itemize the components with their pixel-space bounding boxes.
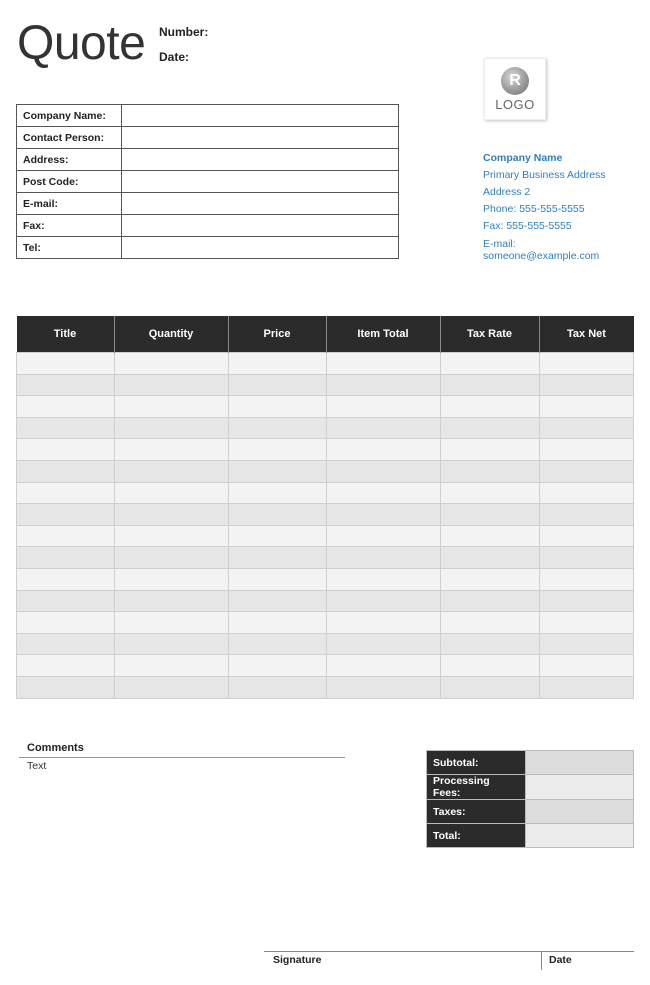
table-cell[interactable] xyxy=(326,353,440,375)
table-cell[interactable] xyxy=(440,460,539,482)
table-cell[interactable] xyxy=(326,676,440,698)
table-cell[interactable] xyxy=(114,396,228,418)
table-cell[interactable] xyxy=(114,439,228,461)
table-cell[interactable] xyxy=(17,439,115,461)
table-cell[interactable] xyxy=(539,482,634,504)
table-row xyxy=(17,417,634,439)
table-cell[interactable] xyxy=(17,655,115,677)
column-header-title: Title xyxy=(17,316,115,353)
table-cell[interactable] xyxy=(114,612,228,634)
line-items-body xyxy=(17,353,634,699)
table-row xyxy=(17,568,634,590)
contact-row-fax xyxy=(17,215,399,237)
table-cell[interactable] xyxy=(114,353,228,375)
table-cell[interactable] xyxy=(326,504,440,526)
table-cell[interactable] xyxy=(17,396,115,418)
number-label: Number: xyxy=(159,25,209,39)
totals-row-taxes xyxy=(427,800,634,824)
column-header-item-total: Item Total xyxy=(326,316,440,353)
table-cell[interactable] xyxy=(228,590,326,612)
table-row xyxy=(17,460,634,482)
totals-table xyxy=(426,750,634,848)
table-cell[interactable] xyxy=(539,547,634,569)
table-cell[interactable] xyxy=(326,374,440,396)
table-row xyxy=(17,633,634,655)
table-cell[interactable] xyxy=(326,396,440,418)
column-header-tax-net: Tax Net xyxy=(539,316,634,353)
registered-mark-icon xyxy=(501,67,529,95)
table-cell[interactable] xyxy=(440,590,539,612)
table-cell[interactable] xyxy=(114,460,228,482)
table-cell[interactable] xyxy=(440,353,539,375)
company-fax: Fax: 555-555-5555 xyxy=(483,220,572,232)
signature-divider xyxy=(541,952,542,970)
table-cell[interactable] xyxy=(326,525,440,547)
table-cell[interactable] xyxy=(17,504,115,526)
company-email-label: E-mail: xyxy=(483,238,516,250)
table-row xyxy=(17,353,634,375)
table-cell[interactable] xyxy=(326,482,440,504)
table-cell[interactable] xyxy=(228,547,326,569)
table-cell[interactable] xyxy=(440,525,539,547)
table-row xyxy=(17,547,634,569)
tel-field[interactable] xyxy=(122,237,399,259)
contact-row-post-code xyxy=(17,171,399,193)
table-cell[interactable] xyxy=(440,439,539,461)
logo-text: LOGO xyxy=(495,97,535,112)
table-cell[interactable] xyxy=(114,374,228,396)
table-cell[interactable] xyxy=(114,417,228,439)
field-label: Tel: xyxy=(17,237,122,259)
field-label: E-mail: xyxy=(17,193,122,215)
table-cell[interactable] xyxy=(114,676,228,698)
totals-row-processing-fees xyxy=(427,775,634,800)
fax-field[interactable] xyxy=(122,215,399,237)
comments-label: Comments xyxy=(27,742,84,754)
table-row xyxy=(17,396,634,418)
quote-title: Quote xyxy=(17,17,146,70)
table-cell[interactable] xyxy=(114,633,228,655)
table-cell[interactable] xyxy=(114,525,228,547)
field-label: Address: xyxy=(17,149,122,171)
field-label: Post Code: xyxy=(17,171,122,193)
contact-row-email xyxy=(17,193,399,215)
company-email: someone@example.com xyxy=(483,250,600,262)
table-cell[interactable] xyxy=(228,417,326,439)
table-row xyxy=(17,504,634,526)
comments-divider xyxy=(19,757,345,758)
table-cell[interactable] xyxy=(539,396,634,418)
company-address-2: Address 2 xyxy=(483,186,531,198)
table-cell[interactable] xyxy=(17,460,115,482)
table-cell[interactable] xyxy=(228,612,326,634)
company-phone: Phone: 555-555-5555 xyxy=(483,203,585,215)
table-cell[interactable] xyxy=(17,633,115,655)
table-cell[interactable] xyxy=(440,633,539,655)
signature-date-label: Date xyxy=(549,954,572,966)
table-cell[interactable] xyxy=(440,396,539,418)
table-cell[interactable] xyxy=(228,482,326,504)
table-cell[interactable] xyxy=(17,612,115,634)
table-cell[interactable] xyxy=(114,655,228,677)
table-cell[interactable] xyxy=(539,504,634,526)
table-row xyxy=(17,612,634,634)
table-cell[interactable] xyxy=(17,676,115,698)
logo-mark: R xyxy=(509,72,521,89)
table-cell[interactable] xyxy=(228,525,326,547)
table-cell[interactable] xyxy=(17,353,115,375)
table-cell[interactable] xyxy=(539,439,634,461)
table-cell[interactable] xyxy=(17,568,115,590)
table-cell[interactable] xyxy=(539,460,634,482)
table-cell[interactable] xyxy=(228,439,326,461)
field-label: Fax: xyxy=(17,215,122,237)
address-field[interactable] xyxy=(122,149,399,171)
contact-row-company-name xyxy=(17,105,399,127)
table-cell[interactable] xyxy=(17,525,115,547)
table-cell[interactable] xyxy=(228,396,326,418)
table-cell[interactable] xyxy=(326,547,440,569)
table-cell[interactable] xyxy=(539,590,634,612)
processing-fees-label: Processing Fees: xyxy=(427,775,526,800)
company-logo xyxy=(484,58,546,120)
table-cell[interactable] xyxy=(17,374,115,396)
total-value[interactable] xyxy=(526,824,634,848)
table-row xyxy=(17,525,634,547)
post-code-field[interactable] xyxy=(122,171,399,193)
table-cell[interactable] xyxy=(326,417,440,439)
column-header-price: Price xyxy=(228,316,326,353)
table-cell[interactable] xyxy=(228,633,326,655)
subtotal-label: Subtotal: xyxy=(427,751,526,775)
line-items-header xyxy=(17,316,634,353)
column-header-quantity: Quantity xyxy=(114,316,228,353)
table-cell[interactable] xyxy=(114,482,228,504)
table-row xyxy=(17,590,634,612)
table-cell[interactable] xyxy=(17,482,115,504)
table-cell[interactable] xyxy=(440,374,539,396)
table-cell[interactable] xyxy=(440,612,539,634)
contact-row-address xyxy=(17,149,399,171)
company-name-field[interactable] xyxy=(122,105,399,127)
table-row xyxy=(17,374,634,396)
table-cell[interactable] xyxy=(326,439,440,461)
contact-person-field[interactable] xyxy=(122,127,399,149)
comments-text[interactable]: Text xyxy=(27,760,47,772)
table-row xyxy=(17,676,634,698)
table-cell[interactable] xyxy=(17,590,115,612)
table-cell[interactable] xyxy=(326,655,440,677)
total-label: Total: xyxy=(427,824,526,848)
table-cell[interactable] xyxy=(114,504,228,526)
table-cell[interactable] xyxy=(539,525,634,547)
table-cell[interactable] xyxy=(440,504,539,526)
signature-line xyxy=(264,951,634,952)
table-cell[interactable] xyxy=(228,374,326,396)
table-cell[interactable] xyxy=(440,417,539,439)
table-cell[interactable] xyxy=(440,482,539,504)
table-cell[interactable] xyxy=(17,417,115,439)
table-cell[interactable] xyxy=(326,568,440,590)
table-row xyxy=(17,439,634,461)
table-cell[interactable] xyxy=(539,353,634,375)
contact-details-table xyxy=(16,104,399,259)
email-field[interactable] xyxy=(122,193,399,215)
table-cell[interactable] xyxy=(114,590,228,612)
contact-row-contact-person xyxy=(17,127,399,149)
company-address-1: Primary Business Address xyxy=(483,169,606,181)
table-cell[interactable] xyxy=(326,590,440,612)
subtotal-value[interactable] xyxy=(526,751,634,775)
table-cell[interactable] xyxy=(539,612,634,634)
table-cell[interactable] xyxy=(228,504,326,526)
table-row xyxy=(17,655,634,677)
table-row xyxy=(17,482,634,504)
table-cell[interactable] xyxy=(539,374,634,396)
field-label: Contact Person: xyxy=(17,127,122,149)
table-cell[interactable] xyxy=(228,460,326,482)
table-cell[interactable] xyxy=(228,655,326,677)
table-cell[interactable] xyxy=(326,633,440,655)
table-cell[interactable] xyxy=(114,547,228,569)
table-cell[interactable] xyxy=(539,417,634,439)
line-items-table xyxy=(16,316,634,699)
table-cell[interactable] xyxy=(228,353,326,375)
table-cell[interactable] xyxy=(539,676,634,698)
table-cell[interactable] xyxy=(539,655,634,677)
table-cell[interactable] xyxy=(114,568,228,590)
field-label: Company Name: xyxy=(17,105,122,127)
date-label: Date: xyxy=(159,50,190,64)
company-info xyxy=(483,150,643,262)
column-header-tax-rate: Tax Rate xyxy=(440,316,539,353)
table-cell[interactable] xyxy=(440,568,539,590)
totals-row-total xyxy=(427,824,634,848)
table-cell[interactable] xyxy=(17,547,115,569)
company-name: Company Name xyxy=(483,152,563,164)
table-cell[interactable] xyxy=(228,676,326,698)
table-cell[interactable] xyxy=(326,460,440,482)
taxes-label: Taxes: xyxy=(427,800,526,824)
table-cell[interactable] xyxy=(440,655,539,677)
table-cell[interactable] xyxy=(440,676,539,698)
taxes-value[interactable] xyxy=(526,800,634,824)
table-cell[interactable] xyxy=(326,612,440,634)
signature-label: Signature xyxy=(273,954,322,966)
totals-row-subtotal xyxy=(427,751,634,775)
contact-row-tel xyxy=(17,237,399,259)
table-cell[interactable] xyxy=(228,568,326,590)
processing-fees-value[interactable] xyxy=(526,775,634,800)
table-cell[interactable] xyxy=(440,547,539,569)
table-cell[interactable] xyxy=(539,568,634,590)
table-cell[interactable] xyxy=(539,633,634,655)
